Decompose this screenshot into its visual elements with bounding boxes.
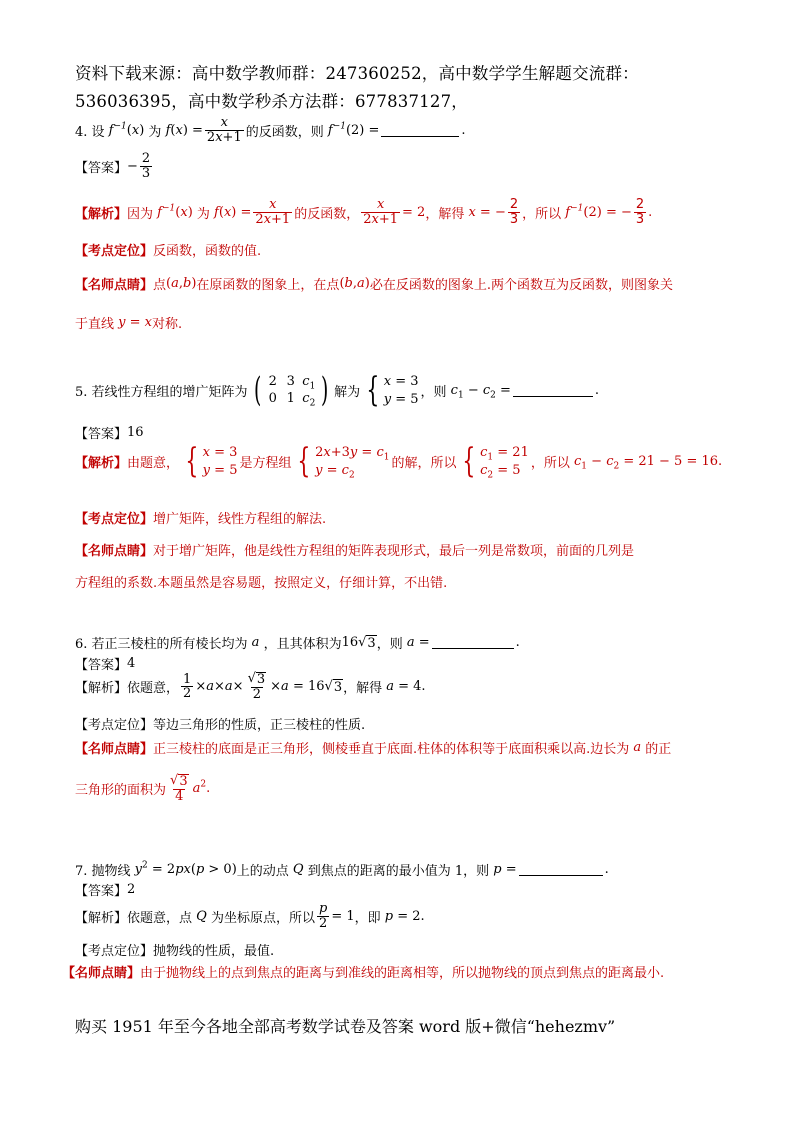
q4-point-label: 【考点定位】 <box>75 244 154 259</box>
q6-mid: ，且其体积为 <box>263 637 342 652</box>
q7-point-text: 抛物线的性质，最值. <box>153 944 275 959</box>
q5-analysis: 【解析】 由题意， { x = 3 y = 5 是方程组 { $2x+3y = c_1$ $y = c_2$ 的解，所以 { $c_1 = 21$ $c_2 = 5$ ，所以 $c_1 - c_2 = 21 - 5 = 16$. <box>75 441 723 481</box>
q4-analysis-t3: 的反函数， <box>294 206 360 222</box>
footer-text: 购买 1951 年至今各地全部高考数学试卷及答案 word 版+微信“hehezmv” <box>75 1017 616 1036</box>
q6-answer <box>75 654 135 673</box>
q6-prefix: 6. 若正三棱柱的所有棱长均为 <box>75 637 248 652</box>
q7-end: . <box>604 862 609 877</box>
q7-mid: 上的动点 <box>236 864 289 879</box>
q4-prefix: 4. 设 <box>75 124 105 140</box>
q4-point-text: 反函数，函数的值. <box>153 244 262 259</box>
q6-tip-label: 【名师点睛】 <box>75 742 154 757</box>
q4-answer-label: 【答案】 <box>75 160 128 176</box>
q5-answer <box>75 423 144 442</box>
q5-augmented-matrix: ( 2 3 $c_1$ 0 1 $c_2$ ) <box>253 370 329 410</box>
q6-mid2: ，则 <box>376 637 403 652</box>
q6-tip-line2b: . <box>206 781 211 797</box>
q6-analysis-t2: ，解得 <box>343 681 383 697</box>
q5-tip <box>75 540 634 559</box>
q6-tip-line1a: 正三棱柱的底面是正三角形，侧棱垂直于底面.柱体的体积等于底面积乘以高.边长为 <box>153 742 630 757</box>
q7-answer <box>75 880 135 899</box>
q5-solution-system: { x = 3 y = 5 <box>366 370 419 410</box>
q7-answer-blank <box>519 863 603 876</box>
q6-tip-line1b: 的正 <box>645 742 672 757</box>
q5-point-label: 【考点定位】 <box>75 512 154 527</box>
q7-analysis-t2: 为坐标原点，所以 <box>210 910 315 926</box>
header-line-2: 536036395，高中数学秒杀方法群：677837127， <box>75 92 468 111</box>
q5-answer-blank <box>513 384 593 397</box>
q4-tip-line-2: 于直线 y = x 对称. <box>75 315 183 332</box>
q5-tip-line1: 对于增广矩阵，他是线性方程组的矩阵表现形式，最后一列是常数项，前面的几列是 <box>153 544 635 559</box>
q4-tip-line2a: 于直线 <box>75 317 115 332</box>
q5-analysis-label: 【解析】 <box>75 455 128 471</box>
q4-mid2: 的反函数，则 <box>245 124 324 140</box>
q6-tip-line-2: 三角形的面积为 √ 3 4 $a^2$ . <box>75 773 211 804</box>
q7-tip-label: 【名师点睛】 <box>62 966 141 981</box>
q6-point-label: 【考点定位】 <box>75 718 154 733</box>
q5-end: . <box>594 382 600 398</box>
q5-tip-line-2 <box>75 572 447 591</box>
q6-question: 6. 若正三棱柱的所有棱长均为 a ，且其体积为 16 √ 3 ，则 a = . <box>75 634 520 652</box>
q5-prefix: 5. 若线性方程组的增广矩阵为 <box>75 384 248 400</box>
q6-analysis-t1: 依题意， <box>127 681 180 697</box>
q7-analysis: 【解析】 依题意，点 Q 为坐标原点，所以 $\frac{p}{2}$ = 1 ，即 p = 2. <box>75 901 425 931</box>
q5-analysis-t1: 由题意， <box>127 455 180 471</box>
q4-tip-line2b: 对称. <box>152 317 183 332</box>
q7-mid2: 到焦点的距离的最小值为 1，则 <box>307 864 490 879</box>
q4-tip-text2: 在原函数的图象上，在点 <box>196 278 340 293</box>
header-line-1: 资料下载来源：高中数学教师群：247360252，高中数学学生解题交流群： <box>75 64 639 83</box>
q4-analysis: 【解析】 因为 $f^{-1}(x)$ 为 f(x) = $\frac{x}{2x+1}$ 的反函数， $\frac{x}{2x+1}$ = 2 ，解得 x = − $\frac{2}{3}$ ，所以 $f^{-1}(2)$ = − $\frac{2}{3}$ . <box>75 197 653 227</box>
q6-point <box>75 714 365 733</box>
q6-point-text: 等边三角形的性质，正三棱柱的性质. <box>153 718 366 733</box>
q7-point <box>75 940 274 959</box>
q4-analysis-label: 【解析】 <box>75 206 128 222</box>
q4-analysis-t4: ，解得 <box>425 206 465 222</box>
q5-point-text: 增广矩阵，线性方程组的解法. <box>153 512 327 527</box>
q5-analysis-t3: 的解，所以 <box>391 455 457 471</box>
q4-tip: 【名师点睛】 点 (a,b) 在原函数的图象上，在点 (b,a) 必在反函数的图象上.两个函数互为反函数，则图象关 <box>75 276 673 293</box>
q4-question: 4. 设 $f^{-1}(x)$ 为 f(x) = $\frac{x}{2x+1}$ 的反函数，则 $f^{-1}(2)$ = . <box>75 115 466 145</box>
q5-answer-value: 16 <box>127 425 144 440</box>
q5-tip-label: 【名师点睛】 <box>75 544 154 559</box>
q4-analysis-t1: 因为 <box>127 206 154 222</box>
q5-answer-label: 【答案】 <box>75 427 128 442</box>
q4-mid1: 为 <box>148 124 162 140</box>
q4-analysis-t5: ，所以 <box>522 206 562 222</box>
q5-mid2: ，则 <box>420 384 447 400</box>
q4-tip-text3: 必在反函数的图象上.两个函数互为反函数，则图象关 <box>369 278 673 293</box>
q5-analysis-t2: 是方程组 <box>239 455 292 471</box>
q4-tip-label: 【名师点睛】 <box>75 278 154 293</box>
q7-answer-label: 【答案】 <box>75 884 128 899</box>
q7-analysis-label: 【解析】 <box>75 910 128 926</box>
q6-answer-blank <box>432 636 514 649</box>
q4-answer-blank <box>381 124 459 137</box>
q7-question: 7. 抛物线 $y^2 = 2px(p > 0)$ 上的动点 Q 到焦点的距离的最小值为 1，则 p = . <box>75 860 609 879</box>
q4-tip-text1: 点 <box>153 278 167 293</box>
q6-end: . <box>515 635 520 650</box>
q6-analysis: 【解析】 依题意， $\frac{1}{2}$ ×a×a× √ 3 2 ×a = 16 √ 3 ，解得 a = 4. <box>75 671 426 702</box>
q6-analysis-label: 【解析】 <box>75 681 128 697</box>
q6-answer-value: 4 <box>127 656 136 671</box>
q6-tip-line2a: 三角形的面积为 <box>75 783 167 799</box>
q4-analysis-t2: 为 <box>196 206 210 222</box>
q7-answer-value: 2 <box>127 882 136 897</box>
q5-question: 5. 若线性方程组的增广矩阵为 ( 2 3 $c_1$ 0 1 $c_2$ ) 解为 { x = 3 y = 5 ，则 $c_1 - c_2$ = . <box>75 370 600 410</box>
q7-prefix: 7. 抛物线 <box>75 864 131 879</box>
q5-tip-line2: 方程组的系数.本题虽然是容易题，按照定义，仔细计算，不出错. <box>75 576 448 591</box>
q4-point <box>75 240 261 259</box>
q5-mid: 解为 <box>334 384 361 400</box>
q7-point-label: 【考点定位】 <box>75 944 154 959</box>
q7-tip <box>62 962 664 981</box>
q7-analysis-t3: ，即 <box>354 910 381 926</box>
q6-answer-label: 【答案】 <box>75 658 128 673</box>
q5-analysis-t4: ，所以 <box>530 455 570 471</box>
q7-analysis-t1: 依题意，点 <box>127 910 193 926</box>
q4-end: . <box>461 122 466 138</box>
q6-tip: 【名师点睛】 正三棱柱的底面是正三角形，侧棱垂直于底面.柱体的体积等于底面积乘以高.边长为 a 的正 <box>75 740 672 757</box>
q7-tip-text: 由于抛物线上的点到焦点的距离与到准线的距离相等，所以抛物线的顶点到焦点的距离最小. <box>140 966 665 981</box>
q4-answer: 【答案】 − $\frac{2}{3}$ <box>75 151 151 181</box>
q5-point <box>75 508 326 527</box>
